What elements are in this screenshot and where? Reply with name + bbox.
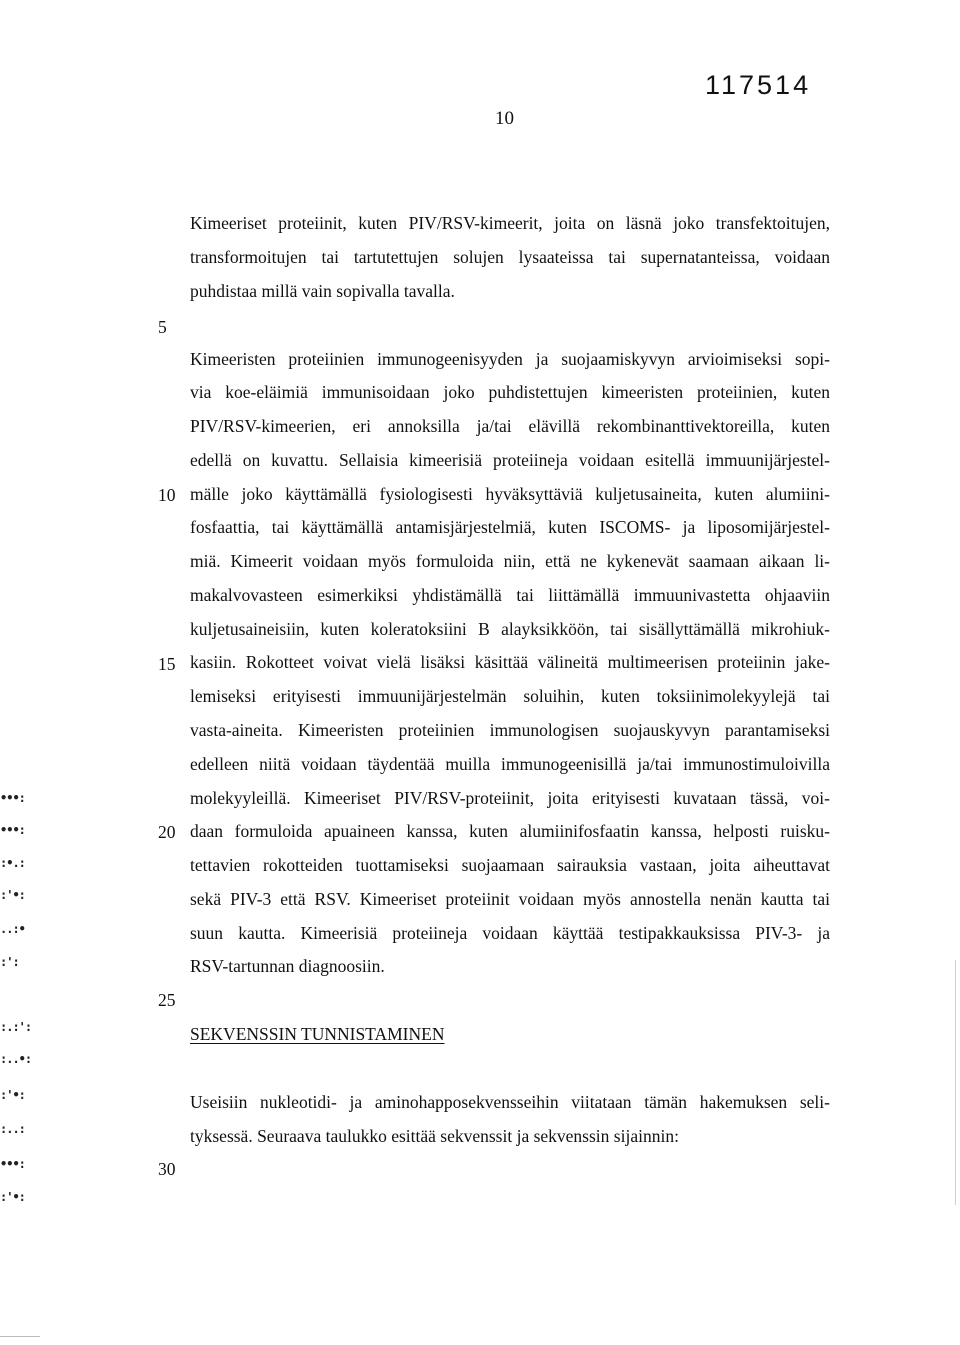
text-line: tettavien rokotteiden tuottamiseksi suojaamaan sairauksia vastaan, joita aiheuttavat [190, 855, 830, 875]
text-line: PIV/RSV-kimeerien, eri annoksilla ja/tai elävillä rekombinanttivektoreilla, kuten [190, 416, 830, 436]
section-heading: SEKVENSSIN TUNNISTAMINEN [190, 1024, 445, 1044]
text-line: puhdistaa millä vain sopivalla tavalla. [190, 281, 455, 301]
margin-mark: •••: [0, 1157, 25, 1171]
line-number-5: 5 [158, 317, 167, 337]
text-line: makalvovasteen esimerkiksi yhdistämällä tai liittämällä immuunivastetta ohjaaviin [190, 585, 830, 605]
margin-mark: :'•: [0, 888, 25, 902]
text-line: daan formuloida apuaineen kanssa, kuten alumiinifosfaatin kanssa, helposti ruisku- [190, 821, 830, 841]
margin-mark: :•.: [0, 856, 25, 870]
margin-mark: •••: [0, 823, 25, 837]
line-number-25: 25 [158, 990, 176, 1010]
scan-edge-line [955, 960, 956, 1205]
margin-mark: ..:• [0, 922, 25, 936]
bottom-rule [0, 1336, 40, 1337]
text-line: Useisiin nukleotidi- ja aminohapposekvensseihin viitataan tämän hakemuksen seli- [190, 1092, 830, 1112]
text-line: transformoitujen tai tartutettujen solujen lysaateissa tai supernatanteissa, voidaan [190, 247, 830, 267]
text-line: molekyyleillä. Kimeeriset PIV/RSV-proteiinit, joita erityisesti kuvataan tässä, voi- [190, 788, 830, 808]
line-number-10: 10 [158, 485, 176, 505]
text-line: Kimeeriset proteiinit, kuten PIV/RSV-kimeerit, joita on läsnä joko transfektoitujen, [190, 213, 830, 233]
text-line: RSV-tartunnan diagnoosiin. [190, 956, 385, 976]
margin-mark: :..•: [0, 1052, 32, 1066]
text-line: sekä PIV-3 että RSV. Kimeeriset proteiinit voidaan myös annostella nenän kautta tai [190, 889, 830, 909]
margin-mark: :'•: [0, 1190, 25, 1204]
margin-mark: :..: [0, 1122, 25, 1136]
text-line: via koe-eläimiä immunisoidaan joko puhdistettujen kimeeristen proteiinien, kuten [190, 382, 830, 402]
line-number-30: 30 [158, 1159, 176, 1179]
line-number-20: 20 [158, 822, 176, 842]
margin-mark: :'•: [0, 1088, 25, 1102]
text-line: mälle joko käyttämällä fysiologisesti hyväksyttäviä kuljetusaineita, kuten alumiini- [190, 484, 830, 504]
text-line: suun kautta. Kimeerisiä proteiineja voidaan käyttää testipakkauksissa PIV-3- ja [190, 923, 830, 943]
text-line: lemiseksi erityisesti immuunijärjestelmän soluihin, kuten toksiinimolekyylejä tai [190, 686, 830, 706]
text-line: edelleen niitä voidaan täydentää muilla immunogeenisillä ja/tai immunostimuloivilla [190, 754, 830, 774]
text-line: edellä on kuvattu. Sellaisia kimeerisiä proteiineja voidaan esitellä immuunijärjestel- [190, 450, 830, 470]
page-number: 10 [495, 108, 514, 129]
margin-mark: :': [0, 955, 19, 969]
text-line: miä. Kimeerit voidaan myös formuloida niin, että ne kykenevät saamaan aikaan li- [190, 551, 830, 571]
text-line: Kimeeristen proteiinien immunogeenisyyden ja suojaamiskyvyn arvioimiseksi sopi- [190, 349, 830, 369]
margin-mark: :.:': [0, 1020, 32, 1034]
text-line: tyksessä. Seuraava taulukko esittää sekvenssit ja sekvenssin sijainnin: [190, 1126, 679, 1146]
margin-mark: •••: [0, 791, 25, 805]
text-line: kasiin. Rokotteet voivat vielä lisäksi käsittää välineitä multimeerisen proteiinin jake- [190, 652, 830, 672]
text-line: kuljetusaineisiin, kuten koleratoksiini B alayksikköön, tai sisällyttämällä mikrohiuk- [190, 619, 830, 639]
text-line: fosfaattia, tai käyttämällä antamisjärjestelmiä, kuten ISCOMS- ja liposomijärjestel- [190, 517, 830, 537]
patent-number: 117514 [705, 70, 812, 100]
line-number-15: 15 [158, 654, 176, 674]
text-line: vasta-aineita. Kimeeristen proteiinien immunologisen suojauskyvyn parantamiseksi [190, 720, 830, 740]
